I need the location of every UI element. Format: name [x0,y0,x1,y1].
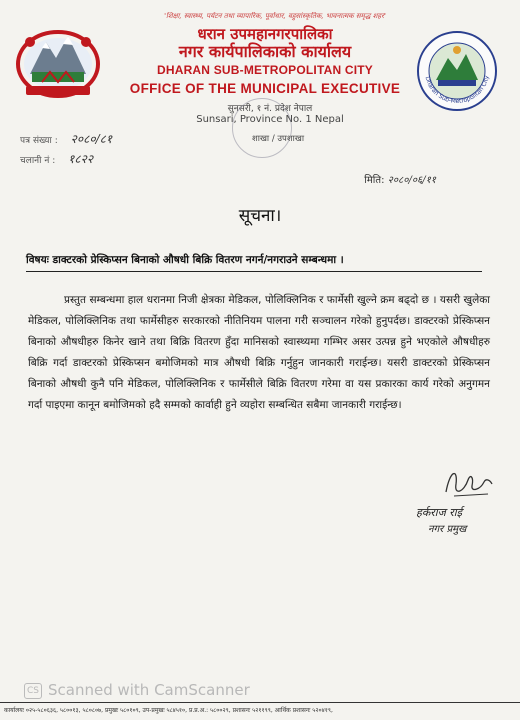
handwritten-signature [440,462,496,502]
address-nepali: सुनसरी, १ नं. प्रदेश नेपाल [227,104,313,114]
nepal-emblem-logo [12,22,104,102]
date-row [364,172,436,186]
footer-contacts: कार्यालयः ०२५-५८०६३६, ५८००१३, ५८०८०७, प्रमुखः ५८०१०९, उप-प्रमुखः ५८४५१०, प्र.प्र.अ.: ५८००२९, प्रशासनः ५२११९९, आर्थिक प्रशासनः ५२०४१९, [4,707,333,714]
nepali-title-line1: धरान उपमहानगरपालिका [197,25,333,43]
footer-divider [0,702,520,703]
subject-underline [26,271,482,272]
camscanner-icon: CS [24,683,42,699]
english-title-line2: OFFICE OF THE MUNICIPAL EXECUTIVE [129,81,401,96]
subject-text: विषयः डाक्टरको प्रेस्किप्सन बिनाको औषधी बिक्रि वितरण नगर्न/नगराउने सम्बन्धमा । [26,254,344,266]
date-label: मिति: [364,175,385,186]
dispatch-number-value: १८२२ [68,152,94,166]
letter-number-label: पत्र संख्या : [20,136,58,146]
scanner-text: Scanned with CamScanner [48,681,250,699]
signatory-name: हर्कराज राई [416,506,463,519]
notice-body [28,290,490,416]
seal-logo-text: Dharan Sub-Metropolitan City [423,74,491,106]
notice-paragraph: प्रस्तुत सम्बन्धमा हाल धरानमा निजी क्षेत्रका मेडिकल, पोलिक्लिनिक र फार्मेसी खुल्ने क्रम बढ्दो छ । यसरी खुलेका मेडिकल, पोलिक्लिनिक तथा फार्मेसीहरु सरकारको नीतिनियम पालना गरी सञ्चालन गरेको हुनुपर्दछ। डाक्टरको प्रेस्किप्सन बिनाको औषधीहरु किनेर खाने तथा बिक्रि वितरण हुँदा मानिसको स्वास्थ्यमा गम्भिर असर उत्पन्न हुने भएकोले औषधीहरु बिक्रि गर्दा डाक्टरको प्रेस्किप्सन बमोजिमको मात्र औषधी बिक्रि गर्नुहुन जानकारी गराईन्छ। यसरी डाक्टरको प्रेस्किप्सन बिनाको औषधी कुनै पनि मेडिकल, पोलिक्लिनिक र फार्मेसीले बिक्रि वितरण गरेमा वा यस प्रकारका कार्य गरेको अनुगमन गर्दा पाइएमा कानून बमोजिमको हदै सम्मको कार्वाही हुने व्यहोरा सम्बन्धित सबैमा जानकारी गराईन्छ। [28,294,490,411]
motto-text: 'शिक्षा, स्वास्थ्य, पर्यटन तथा व्यापारिक, पूर्वाधार, वहुसांस्कृतिक, भावनात्मक समृद्ध शहर' [164,12,386,20]
municipality-seal-logo [416,30,498,112]
subject-line [26,253,482,267]
dispatch-number-row [20,150,93,167]
dispatch-number-label: चलानी नं : [20,156,56,166]
letter-number-row [20,130,112,147]
branch-label: शाखा / उपशाखा [252,134,305,144]
english-title-line1: DHARAN SUB-METROPOLITAN CITY [156,63,374,77]
office-stamp [232,98,292,158]
address-english: Sunsari, Province No. 1 Nepal [196,114,344,125]
nepali-title-line2: नगर कार्यपालिकाको कार्यालय [178,42,352,61]
notice-title: सूचना। [238,206,282,226]
signatory-title: नगर प्रमुख [428,524,467,535]
letter-number-value: २०८०/८१ [70,132,113,146]
scanner-watermark [24,681,250,699]
date-value: २०८०/०६/११ [387,175,436,186]
